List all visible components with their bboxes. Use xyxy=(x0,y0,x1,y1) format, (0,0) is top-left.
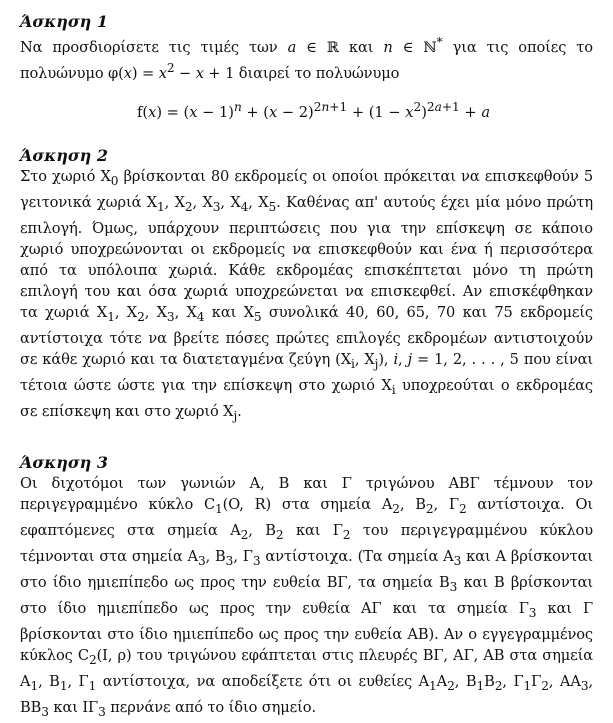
exercise-1 xyxy=(20,12,593,124)
exercise-2-title: Άσκηση 2 xyxy=(20,146,108,165)
exercise-1-formula: $f(x) = (x - 1)^n + (x - 2)^{2n+1} + (1 - x^2)^{2a+1} + a$ xyxy=(136,99,491,121)
exercise-2-text: Στο χωριό $X_0$ βρίσκονται 80 εκδρομείς οι οποίοι πρόκειται να επισκεφθούν 5 γειτονικά χωριά $X_1$, $X_2$, $X_3$, $X_4$, $X_5$. Καθένας απ' αυτούς έχει μία μόνο πρώτη επιλογή. Όμως, υπάρχουν περιπτώσεις που για την επίσκεψη σε κάποιο χωριό υποχρεώνονται οι εκδρομείς να επισκεφθούν και ένα ή περισσότερα από τα υπόλοιπα χωριά. Κάθε εκδρομέας επισκέπτεται μόνο τη πρώτη επιλογή του και όσα χωριά υποχρεώνεται να επισκεφθεί. Αν επισκέφθηκαν τα χωριά $X_1$, $X_2$, $X_3$, $X_4$ και $X_5$ συνολικά 40, 60, 65, 70 και 75 εκδρομείς αντίστοιχα τότε να βρείτε πόσες πρώτες επιλογές εκδρομέων αντιστοιχούν σε κάθε χωριό και τα διατεταγμένα ζεύγη ($X_i$, $X_j$), i, j = 1, 2, . . . , 5 που είναι τέτοια ώστε ώστε για την επίσκεψη στο χωριό $X_i$ υποχρεούται ο εκδρομέας σε επίσκεψη και στο χωριό $X_j$. xyxy=(20,168,594,424)
exercise-2 xyxy=(20,146,593,427)
exercise-3-text: Οι διχοτόμοι των γωνιών A, B και Γ τριγώνου ABΓ τέμνουν τον περιγεγραμμένο κύκλο $C_1(O$, R) στα σημεία $A_2$, $B_2$, $\Gamma_2$ αντίστοιχα. Οι εφαπτόμενες στα σημεία $A_2$, $B_2$ και $\Gamma_2$ του περιγεγραμμένου κύκλου τέμνονται στα σημεία $A_3$, $B_3$, $\Gamma_3$ αντίστοιχα. (Τα σημεία $A_3$ και A βρίσκονται στο ίδιο ημιεπίπεδο ως προς την ευθεία BΓ, τα σημεία $B_3$ και B βρίσκονται στο ίδιο ημιεπίπεδο ως προς την ευθεία AΓ και τα σημεία $\Gamma_3$ και Γ βρίσκονται στο ίδιο ημιεπίπεδο ως προς την ευθεία AB). Αν ο εγγεγραμμένος κύκλος $C_2(I$, ρ) του τριγώνου εφάπτεται στις πλευρές BΓ, AΓ, AB στα σημεία $A_1$, $B_1$, $\Gamma_1$ αντίστοιχα, να αποδείξετε ότι οι ευθείες $A_1A_2$, $B_1B_2$, $\Gamma_1\Gamma_2$, $AA_3$, $BB_3$ και $I\Gamma_3$ περνάνε από το ίδιο σημείο. xyxy=(20,475,594,720)
exercise-1-title: Άσκηση 1 xyxy=(20,12,108,31)
exercise-1-text: Να προσδιορίσετε τις τιμές των a ∈ ℝ και n ∈ ℕ* για τις οποίες το πολυώνυμο $\varphi(x) = x^2 - x + 1$ διαιρεί το πολυώνυμο xyxy=(20,35,593,82)
exercise-3-title: Άσκηση 3 xyxy=(20,453,108,472)
exercise-3 xyxy=(20,453,593,723)
